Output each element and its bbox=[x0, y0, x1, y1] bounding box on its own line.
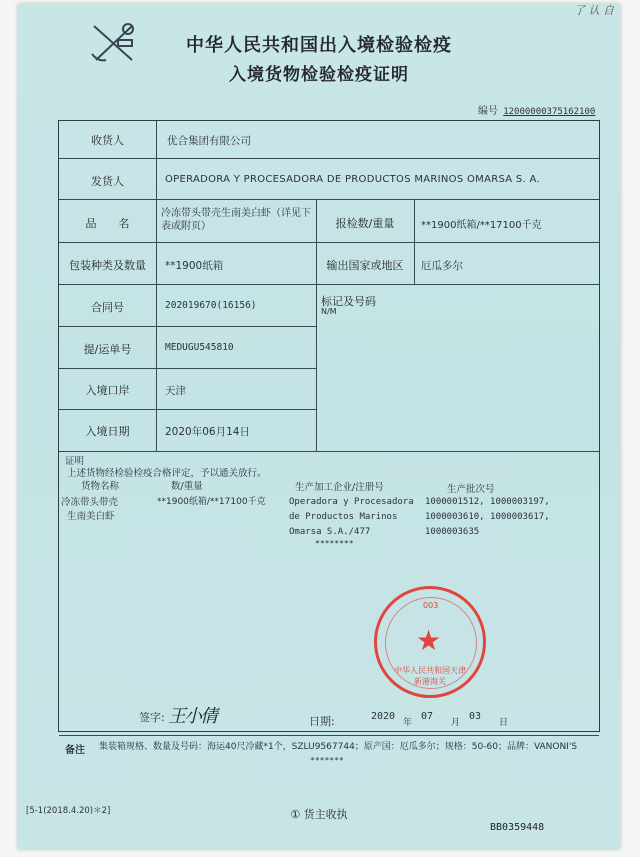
origin-country-value: 厄瓜多尔 bbox=[421, 260, 463, 272]
col-producer: 生产加工企业/注册号 bbox=[295, 482, 384, 493]
col-qty: 数/重量 bbox=[171, 481, 203, 492]
document-title: 中华人民共和国出入境检验检疫 bbox=[186, 35, 452, 56]
goods-qty: **1900纸箱/**17100千克 bbox=[157, 497, 266, 507]
declared-qty-value: **1900纸箱/**17100千克 bbox=[421, 220, 542, 231]
form-code: [5-1(2018.4.20)＊2] bbox=[26, 806, 111, 816]
contract-value: 202019670(16156) bbox=[165, 300, 257, 311]
document-subtitle: 入境货物检验检疫证明 bbox=[229, 65, 409, 85]
origin-country-label: 输出国家或地区 bbox=[326, 259, 404, 272]
col-batch: 生产批次号 bbox=[447, 484, 495, 495]
consignee-label: 收货人 bbox=[91, 134, 124, 147]
goods-value: 冷冻带头带壳生南美白虾（详见下表或附页） bbox=[161, 208, 311, 232]
signature-label: 签字: bbox=[139, 711, 165, 724]
certification-statement: 上述货物经检验检疫合格评定，予以通关放行。 bbox=[67, 468, 267, 479]
certificate-number-value: 12000000375162100 bbox=[503, 107, 596, 117]
producer-mask: ******** bbox=[315, 539, 354, 548]
handwritten-signature: 王小倩 bbox=[168, 706, 216, 727]
serial-number: BB0359448 bbox=[490, 822, 545, 833]
batch-line-2: 1000003610, 1000003617, bbox=[425, 512, 550, 522]
consignor-label: 发货人 bbox=[91, 175, 124, 188]
remarks-text: 集装箱规格、数量及号码：海运40尺冷藏*1个，SZLU9567744；原产国：厄瓜多尔；规格：50-60；品牌：VANONI'S bbox=[99, 742, 578, 752]
entry-port-label: 入境口岸 bbox=[85, 384, 130, 397]
producer-line-2: de Productos Marinos bbox=[289, 512, 398, 522]
seal-code: 003 bbox=[423, 601, 439, 610]
consignee-value: 优合集团有限公司 bbox=[167, 135, 251, 147]
sign-month-unit: 月 bbox=[451, 718, 461, 728]
handwritten-note: 了 认 自 bbox=[574, 4, 614, 17]
certificate-number-label: 编号 bbox=[478, 106, 498, 117]
packing-label: 包装种类及数量 bbox=[69, 259, 146, 272]
batch-line-1: 1000001512, 1000003197, bbox=[425, 497, 550, 507]
red-star-icon: ★ bbox=[416, 624, 442, 657]
batch-line-3: 1000003635 bbox=[425, 527, 480, 537]
contract-label: 合同号 bbox=[91, 301, 124, 314]
bill-of-lading-label: 提/运单号 bbox=[83, 343, 132, 356]
producer-line-3: Omarsa S.A./477 bbox=[289, 527, 371, 537]
consignor-value: OPERADORA Y PROCESADORA DE PRODUCTOS MARINOS OMARSA S. A. bbox=[165, 174, 540, 185]
official-seal bbox=[374, 586, 486, 698]
remarks-mask: ******* bbox=[310, 756, 344, 765]
goods-name-line-2: 生南美白虾 bbox=[67, 511, 115, 522]
sign-year-unit: 年 bbox=[403, 718, 413, 728]
certificate-paper bbox=[18, 4, 620, 849]
col-goods-name: 货物名称 bbox=[81, 481, 120, 492]
remarks-label: 备注 bbox=[65, 745, 85, 756]
packing-value: **1900纸箱 bbox=[165, 260, 224, 272]
marks-label: 标记及号码 bbox=[321, 295, 376, 308]
sign-day-unit: 日 bbox=[499, 718, 509, 728]
certification-heading: 证明 bbox=[65, 456, 85, 467]
seal-text: 中华人民共和国天津新港海关 bbox=[394, 666, 466, 686]
sign-year: 2020 bbox=[371, 711, 396, 722]
entry-date-value: 2020年06月14日 bbox=[165, 426, 250, 438]
producer-line-1: Operadora y Procesadora bbox=[289, 497, 414, 507]
sign-date-label: 日期: bbox=[309, 715, 335, 728]
entry-date-label: 入境日期 bbox=[85, 425, 130, 438]
certificate-table bbox=[58, 120, 600, 756]
goods-name-line-1: 冷冻带头带壳 bbox=[61, 497, 119, 508]
certificate-number bbox=[478, 102, 595, 117]
copy-label: ① 货主收执 bbox=[290, 808, 348, 821]
sign-month: 07 bbox=[421, 711, 434, 722]
marks-value: N/M bbox=[321, 307, 337, 316]
sign-day: 03 bbox=[469, 711, 482, 722]
bill-of-lading-value: MEDUGU545810 bbox=[165, 342, 234, 353]
goods-label: 品 名 bbox=[85, 217, 130, 230]
declared-qty-label: 报检数/重量 bbox=[335, 217, 395, 230]
entry-port-value: 天津 bbox=[165, 385, 186, 397]
